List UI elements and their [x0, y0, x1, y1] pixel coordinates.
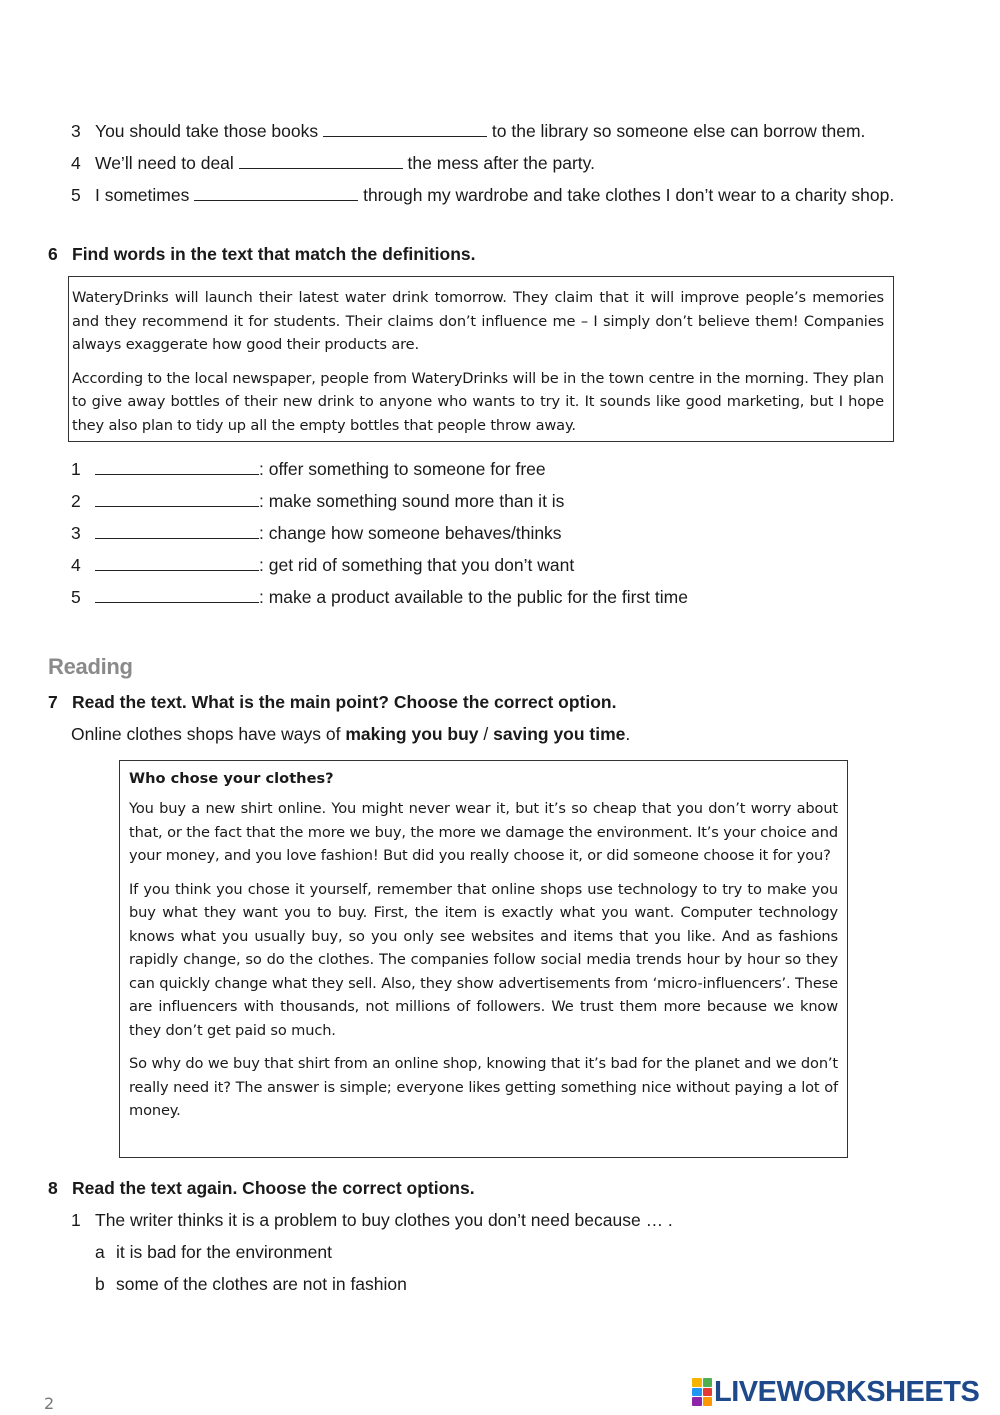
- text-paragraph: According to the local newspaper, people from WateryDrinks will be in the town centre in the morning. They plan to give away bottles of their new drink to anyone who wants to try it. It sounds like good marketing, but I hope they also plan to tidy up all the empty bottles that people throw away.: [72, 369, 884, 434]
- article-title: Who chose your clothes?: [129, 770, 334, 787]
- answer-blank[interactable]: [95, 492, 259, 507]
- liveworksheets-logo-text: LIVEWORKSHEETS: [714, 1375, 980, 1408]
- definition-3: 3 : change how someone behaves/thinks: [71, 523, 562, 543]
- answer-blank[interactable]: [323, 122, 487, 137]
- option-a[interactable]: a it is bad for the environment: [95, 1242, 332, 1262]
- question-8-heading: 8 Read the text again. Choose the correct options.: [48, 1178, 475, 1198]
- question-8-item-1: 1 The writer thinks it is a problem to buy clothes you don’t need because … .: [71, 1210, 673, 1230]
- answer-blank[interactable]: [95, 460, 259, 475]
- article-paragraph: If you think you chose it yourself, remember that online shops use technology to try to make you buy what they want you to buy. First, the item is exactly what you want. Computer technology knows what you usually buy, so you only see websites and items that you like. And as fashions rapidly change, so do the clothes. The companies follow social media trends hour by hour so they can quickly change what they sell. Also, they show advertisements from ‘micro-influencers’. These are influencers with thousands, not millions of followers. We trust them more because we know they don’t get paid so much.: [129, 880, 838, 1039]
- option-making-you-buy[interactable]: making you buy: [345, 724, 479, 744]
- liveworksheets-logo[interactable]: [692, 1374, 979, 1410]
- definition-1: 1 : offer something to someone for free: [71, 459, 546, 479]
- answer-blank[interactable]: [194, 186, 358, 201]
- article-paragraph: You buy a new shirt online. You might never wear it, but it’s so cheap that you don’t worry about that, or the fact that the more we buy, the more we damage the environment. It’s your choice and your money, and you love fashion! But did you really choose it, or did someone choose it for you?: [129, 800, 838, 864]
- question-7-heading: 7 Read the text. What is the main point? Choose the correct option.: [48, 692, 617, 712]
- definition-4: 4 : get rid of something that you don’t want: [71, 555, 575, 575]
- definition-5: 5 : make a product available to the public for the first time: [71, 587, 688, 607]
- definition-2: 2 : make something sound more than it is: [71, 491, 565, 511]
- question-6-heading: 6 Find words in the text that match the definitions.: [48, 244, 476, 264]
- option-b[interactable]: b some of the clothes are not in fashion: [95, 1274, 407, 1294]
- answer-blank[interactable]: [95, 524, 259, 539]
- question-7-prompt: Online clothes shops have ways of making you buy / saving you time.: [71, 724, 631, 744]
- prev-item-5: 5 I sometimes through my wardrobe and take clothes I don’t wear to a charity shop.: [71, 185, 895, 205]
- liveworksheets-logo-icon: [692, 1378, 712, 1406]
- answer-blank[interactable]: [239, 154, 403, 169]
- article-paragraph: So why do we buy that shirt from an online shop, knowing that it’s bad for the planet and we don’t really need it? The answer is simple; everyone likes getting something nice without paying a lot of money.: [129, 1055, 838, 1119]
- answer-blank[interactable]: [95, 588, 259, 603]
- page-number: 2: [44, 1394, 55, 1413]
- text-paragraph: WateryDrinks will launch their latest water drink tomorrow. They claim that it will improve people’s memories and they recommend it for students. Their claims don’t influence me – I simply don’t believe them! Companies always exaggerate how good their products are.: [72, 289, 884, 353]
- prev-item-3: 3 You should take those books to the library so someone else can borrow them.: [71, 121, 866, 141]
- answer-blank[interactable]: [95, 556, 259, 571]
- prev-item-4: 4 We’ll need to deal the mess after the party.: [71, 153, 595, 173]
- option-saving-you-time[interactable]: saving you time: [493, 724, 626, 744]
- section-title: Reading: [48, 654, 133, 679]
- watery-drinks-text-box: [68, 276, 894, 442]
- article-box: [119, 760, 848, 1158]
